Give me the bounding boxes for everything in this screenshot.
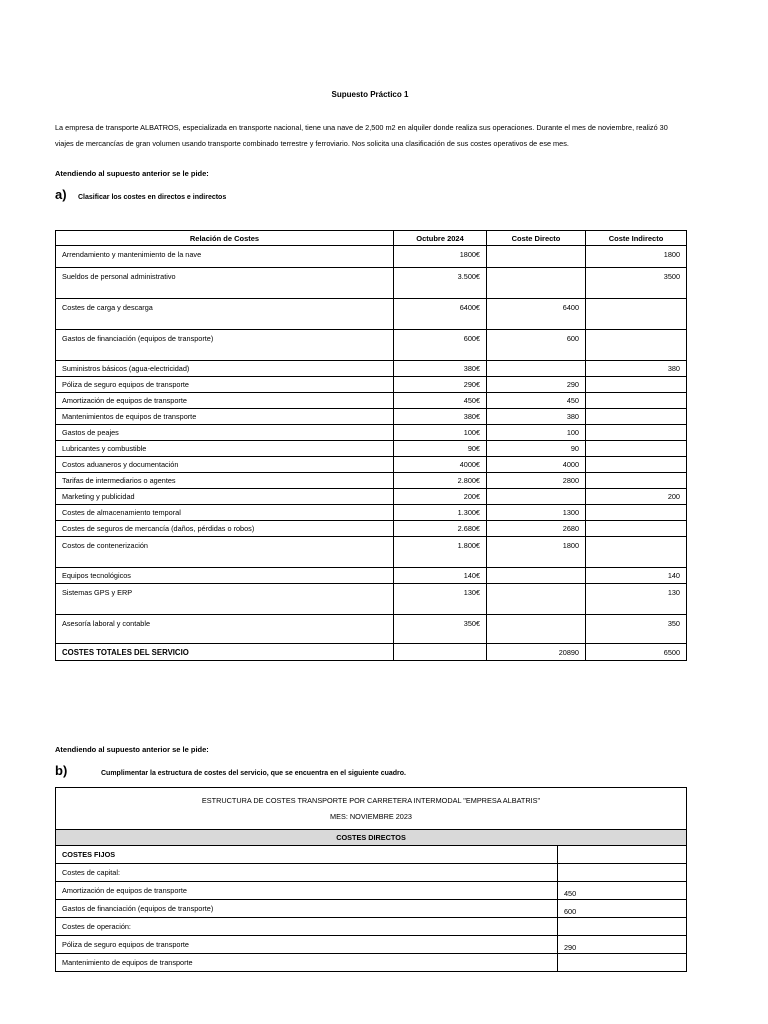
cost-name: Tarifas de intermediarios o agentes bbox=[56, 473, 394, 489]
cost-name: Marketing y publicidad bbox=[56, 489, 394, 505]
direct-value: 4000 bbox=[487, 457, 586, 473]
october-value: 100€ bbox=[394, 425, 487, 441]
indirect-value: 200 bbox=[586, 489, 687, 505]
structure-label: Costes de capital: bbox=[56, 864, 558, 882]
table-row bbox=[56, 537, 687, 568]
october-value: 2.680€ bbox=[394, 521, 487, 537]
task-b: Cumplimentar la estructura de costes del servicio, que se encuentra en el siguiente cuadro. bbox=[101, 770, 406, 777]
october-value: 2.800€ bbox=[394, 473, 487, 489]
cost-name: Sistemas GPS y ERP bbox=[56, 584, 394, 615]
cost-name: Gastos de peajes bbox=[56, 425, 394, 441]
prompt-b: Atendiendo al supuesto anterior se le pide: bbox=[55, 745, 209, 754]
table-row bbox=[56, 330, 687, 361]
header-indirect: Coste Indirecto bbox=[586, 231, 687, 246]
structure-row bbox=[56, 918, 687, 936]
indirect-value: 350 bbox=[586, 615, 687, 644]
indirect-value bbox=[586, 473, 687, 489]
indirect-value bbox=[586, 441, 687, 457]
table-row bbox=[56, 489, 687, 505]
structure-row bbox=[56, 900, 687, 918]
structure-label: Amortización de equipos de transporte bbox=[56, 882, 558, 900]
cost-name: Amortización de equipos de transporte bbox=[56, 393, 394, 409]
cost-structure-table bbox=[55, 787, 687, 972]
october-value: 350€ bbox=[394, 615, 487, 644]
october-value: 380€ bbox=[394, 361, 487, 377]
direct-value: 290 bbox=[487, 377, 586, 393]
direct-value: 380 bbox=[487, 409, 586, 425]
table-row bbox=[56, 299, 687, 330]
structure-value bbox=[558, 954, 687, 972]
table-row bbox=[56, 246, 687, 268]
cost-name: Costes de almacenamiento temporal bbox=[56, 505, 394, 521]
structure-value: 290 bbox=[558, 936, 687, 954]
direct-value bbox=[487, 568, 586, 584]
direct-value bbox=[487, 489, 586, 505]
direct-value: 2680 bbox=[487, 521, 586, 537]
intro-paragraph bbox=[55, 120, 695, 151]
structure-label: COSTES FIJOS bbox=[56, 846, 558, 864]
table-row bbox=[56, 521, 687, 537]
table-row bbox=[56, 584, 687, 615]
indirect-value: 380 bbox=[586, 361, 687, 377]
table-row bbox=[56, 615, 687, 644]
structure-label: Mantenimiento de equipos de transporte bbox=[56, 954, 558, 972]
october-value: 1.800€ bbox=[394, 537, 487, 568]
structure-value bbox=[558, 864, 687, 882]
total-october bbox=[394, 644, 487, 661]
indirect-value bbox=[586, 505, 687, 521]
direct-value bbox=[487, 268, 586, 299]
direct-value bbox=[487, 615, 586, 644]
october-value: 290€ bbox=[394, 377, 487, 393]
intro-line-1: La empresa de transporte ALBATROS, especializada en transporte nacional, tiene una nave de 2,500 m2 en alquiler donde realiza sus operaciones. Durante el mes de noviembre, realizó 30 bbox=[55, 123, 668, 132]
indirect-value bbox=[586, 299, 687, 330]
table-row bbox=[56, 505, 687, 521]
table-row bbox=[56, 409, 687, 425]
table-row bbox=[56, 457, 687, 473]
direct-value bbox=[487, 361, 586, 377]
cost-name: Costes de carga y descarga bbox=[56, 299, 394, 330]
table-row bbox=[56, 361, 687, 377]
cost-name: Costos de contenerización bbox=[56, 537, 394, 568]
indirect-value: 140 bbox=[586, 568, 687, 584]
indirect-value bbox=[586, 393, 687, 409]
total-indirect: 6500 bbox=[586, 644, 687, 661]
cost-name: Costes de seguros de mercancía (daños, pérdidas o robos) bbox=[56, 521, 394, 537]
structure-value bbox=[558, 918, 687, 936]
letter-a: a) bbox=[55, 187, 67, 202]
indirect-value bbox=[586, 409, 687, 425]
structure-value: 600 bbox=[558, 900, 687, 918]
cost-name: Asesoría laboral y contable bbox=[56, 615, 394, 644]
structure-heading-row bbox=[56, 788, 687, 830]
section-direct-costs: COSTES DIRECTOS bbox=[56, 830, 687, 846]
october-value: 130€ bbox=[394, 584, 487, 615]
indirect-value bbox=[586, 537, 687, 568]
structure-value bbox=[558, 846, 687, 864]
total-row bbox=[56, 644, 687, 661]
direct-value: 450 bbox=[487, 393, 586, 409]
table-row bbox=[56, 473, 687, 489]
indirect-value bbox=[586, 457, 687, 473]
cost-name: Costos aduaneros y documentación bbox=[56, 457, 394, 473]
prompt-a: Atendiendo al supuesto anterior se le pide: bbox=[55, 169, 209, 178]
structure-row bbox=[56, 846, 687, 864]
cost-name: Gastos de financiación (equipos de transporte) bbox=[56, 330, 394, 361]
section-row bbox=[56, 830, 687, 846]
cost-name: Lubricantes y combustible bbox=[56, 441, 394, 457]
table-row bbox=[56, 377, 687, 393]
october-value: 1.300€ bbox=[394, 505, 487, 521]
cost-name: Póliza de seguro equipos de transporte bbox=[56, 377, 394, 393]
structure-label: Costes de operación: bbox=[56, 918, 558, 936]
task-a: Clasificar los costes en directos e indirectos bbox=[78, 194, 227, 201]
document-title: Supuesto Práctico 1 bbox=[331, 90, 409, 99]
direct-value: 2800 bbox=[487, 473, 586, 489]
structure-heading-line-2: MES: NOVIEMBRE 2023 bbox=[330, 811, 412, 821]
october-value: 90€ bbox=[394, 441, 487, 457]
october-value: 140€ bbox=[394, 568, 487, 584]
table-row bbox=[56, 568, 687, 584]
direct-value: 6400 bbox=[487, 299, 586, 330]
cost-classification-table bbox=[55, 230, 687, 661]
total-label: COSTES TOTALES DEL SERVICIO bbox=[56, 644, 394, 661]
table-row bbox=[56, 425, 687, 441]
table-row bbox=[56, 268, 687, 299]
intro-line-2: viajes de mercancías de gran volumen usando transporte combinado terrestre y ferroviario. Nos solicita una clasificación de sus costes operativos de ese mes. bbox=[55, 138, 569, 148]
indirect-value bbox=[586, 521, 687, 537]
direct-value bbox=[487, 246, 586, 268]
october-value: 600€ bbox=[394, 330, 487, 361]
structure-heading-line-1: ESTRUCTURA DE COSTES TRANSPORTE POR CARRETERA INTERMODAL "EMPRESA ALBATRIS" bbox=[201, 795, 541, 805]
indirect-value: 130 bbox=[586, 584, 687, 615]
structure-label: Póliza de seguro equipos de transporte bbox=[56, 936, 558, 954]
direct-value: 90 bbox=[487, 441, 586, 457]
header-october: Octubre 2024 bbox=[394, 231, 487, 246]
direct-value: 1300 bbox=[487, 505, 586, 521]
october-value: 3.500€ bbox=[394, 268, 487, 299]
indirect-value: 3500 bbox=[586, 268, 687, 299]
letter-b: b) bbox=[55, 763, 68, 778]
structure-row bbox=[56, 954, 687, 972]
indirect-value: 1800 bbox=[586, 246, 687, 268]
table-row bbox=[56, 393, 687, 409]
direct-value: 100 bbox=[487, 425, 586, 441]
october-value: 380€ bbox=[394, 409, 487, 425]
table-header-row bbox=[56, 231, 687, 246]
indirect-value bbox=[586, 377, 687, 393]
structure-value: 450 bbox=[558, 882, 687, 900]
header-direct: Coste Directo bbox=[487, 231, 586, 246]
cost-name: Suministros básicos (agua-electricidad) bbox=[56, 361, 394, 377]
cost-name: Mantenimientos de equipos de transporte bbox=[56, 409, 394, 425]
table-row bbox=[56, 441, 687, 457]
cost-name: Sueldos de personal administrativo bbox=[56, 268, 394, 299]
structure-row bbox=[56, 936, 687, 954]
indirect-value bbox=[586, 425, 687, 441]
structure-heading bbox=[56, 788, 687, 830]
indirect-value bbox=[586, 330, 687, 361]
direct-value: 1800 bbox=[487, 537, 586, 568]
structure-row bbox=[56, 864, 687, 882]
october-value: 450€ bbox=[394, 393, 487, 409]
structure-label: Gastos de financiación (equipos de transporte) bbox=[56, 900, 558, 918]
structure-row bbox=[56, 882, 687, 900]
october-value: 1800€ bbox=[394, 246, 487, 268]
direct-value bbox=[487, 584, 586, 615]
october-value: 4000€ bbox=[394, 457, 487, 473]
total-direct: 20890 bbox=[487, 644, 586, 661]
october-value: 6400€ bbox=[394, 299, 487, 330]
cost-name: Arrendamiento y mantenimiento de la nave bbox=[56, 246, 394, 268]
header-cost-name: Relación de Costes bbox=[56, 231, 394, 246]
direct-value: 600 bbox=[487, 330, 586, 361]
october-value: 200€ bbox=[394, 489, 487, 505]
cost-name: Equipos tecnológicos bbox=[56, 568, 394, 584]
